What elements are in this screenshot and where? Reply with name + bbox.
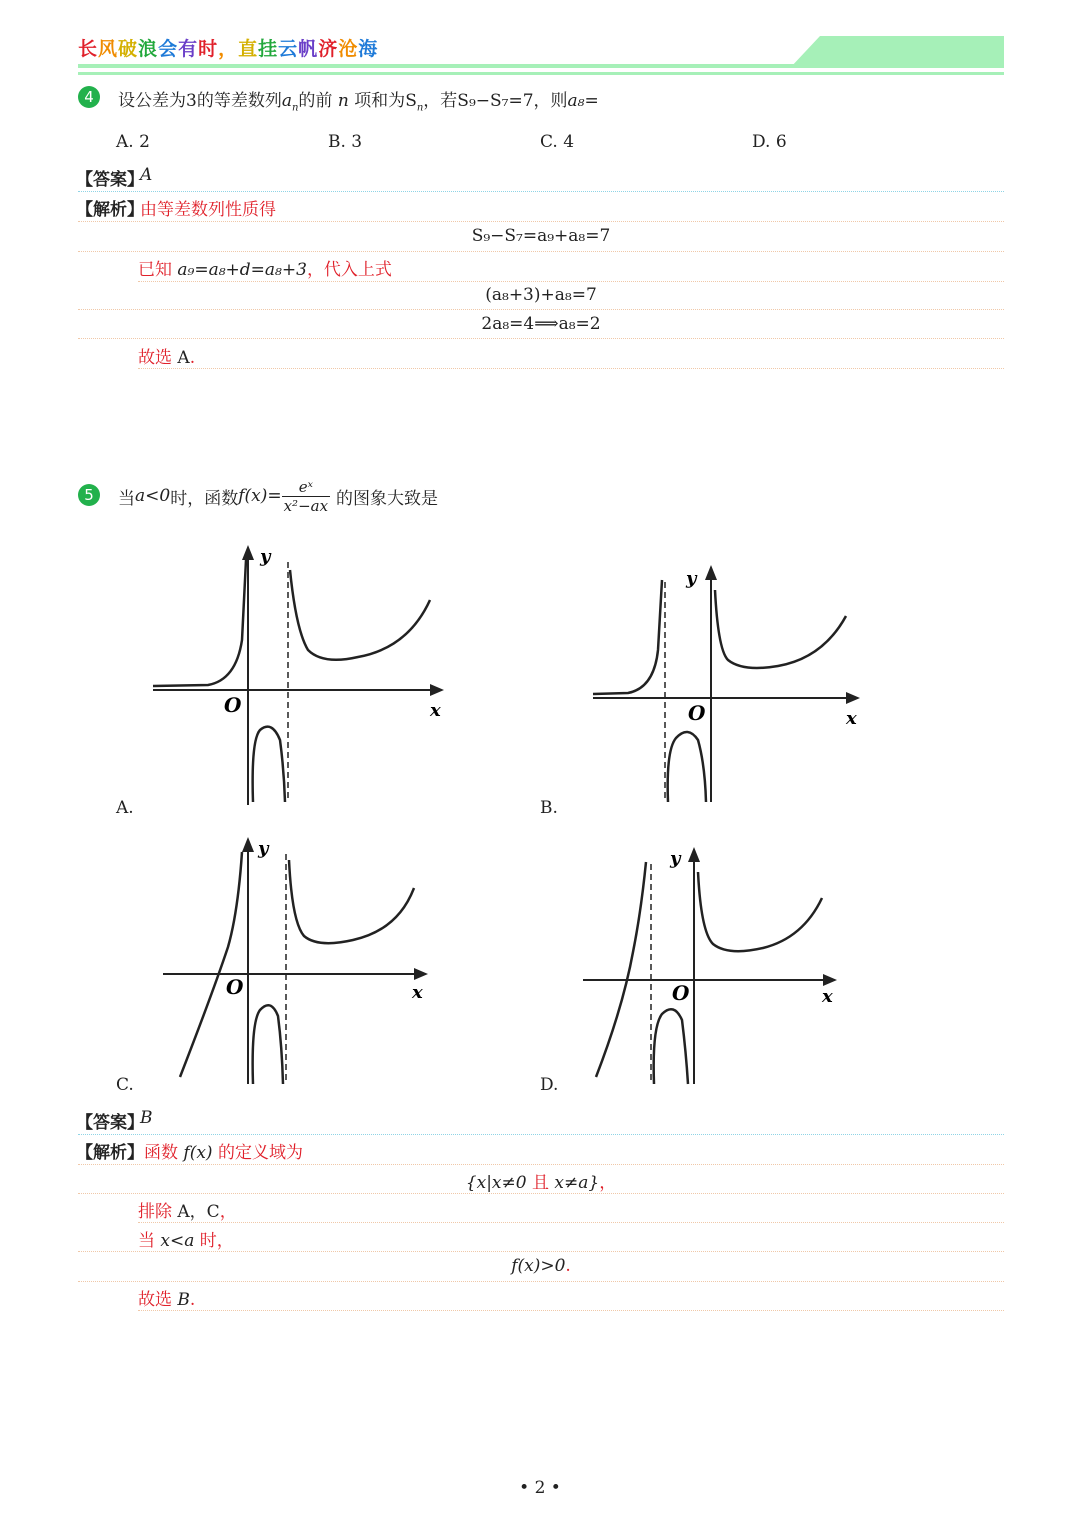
rule <box>138 1310 1004 1311</box>
result-equation: f(x)>0. <box>511 1256 571 1276</box>
graph-caption-a: A. <box>116 798 134 818</box>
answer-value: A <box>140 165 153 185</box>
header-title-char: 沧 <box>338 38 359 60</box>
svg-text:x: x <box>430 700 441 721</box>
rule <box>78 309 1004 310</box>
graph-caption-b: B. <box>540 798 558 818</box>
header-title-char: 直 <box>238 38 259 60</box>
rule <box>78 221 1004 222</box>
header-rule-thin <box>78 72 1004 75</box>
question-number-badge: 4 <box>78 86 100 108</box>
rule <box>138 368 1004 369</box>
svg-text:y: y <box>258 838 269 859</box>
graph-caption-c: C. <box>116 1075 134 1095</box>
svg-text:O: O <box>226 975 244 999</box>
rule <box>138 281 1004 282</box>
equation-1: S₉−S₇=a₉+a₈=7 <box>471 226 611 246</box>
domain-set: {x|x≠0 且 x≠a}， <box>465 1173 617 1193</box>
header-title-char: 风 <box>98 38 119 60</box>
graph-c <box>158 832 438 1090</box>
graph-a <box>148 540 453 810</box>
answer-label: 【答案】 <box>76 1113 144 1133</box>
header-title-char: 挂 <box>258 38 279 60</box>
svg-text:x: x <box>822 986 833 1007</box>
analysis-line-1: 【解析】函数 f(x) 的定义域为 <box>76 1143 303 1163</box>
header-title <box>78 34 378 61</box>
svg-text:x: x <box>846 708 857 729</box>
svg-text:y: y <box>670 848 681 869</box>
exclude-line: 排除 A，C， <box>138 1202 237 1222</box>
page-number: • 2 • <box>519 1478 561 1498</box>
equation-2: (a₈+3)+a₈=7 <box>485 285 597 305</box>
condition-line: 当 x<a 时， <box>138 1231 234 1251</box>
svg-text:O: O <box>688 701 706 725</box>
rule <box>78 1251 1004 1252</box>
header-title-char: 有 <box>178 38 199 60</box>
analysis-label: 【解析】 <box>76 200 144 220</box>
question-number-badge: 5 <box>78 484 100 506</box>
option-c: C. 4 <box>540 132 575 152</box>
graph-b <box>588 560 873 810</box>
question-5-text: 当 a<0 时，函数 f(x)= $\frac{\text{eˣ}}{\text{x²−ax}}$ 的图象大致是 <box>118 477 439 515</box>
analysis-intro: 由等差数列性质得 <box>140 200 276 220</box>
fraction: $\frac{\text{eˣ}}{\text{x²−ax}}$ <box>283 477 329 515</box>
option-a: A. 2 <box>116 132 150 152</box>
graph-d <box>578 842 848 1090</box>
rule <box>78 338 1004 339</box>
header-title-char: 海 <box>358 38 379 60</box>
svg-text:y: y <box>260 546 271 567</box>
rule <box>138 1222 1004 1223</box>
header-title-char: 帆 <box>298 38 319 60</box>
header-title-char: 时 <box>198 38 219 60</box>
option-b: B. 3 <box>328 132 363 152</box>
graph-caption-d: D. <box>540 1075 559 1095</box>
header-rule <box>78 64 1004 68</box>
question-4-text: 设公差为3的等差数列$a_n$的前 n 项和为$S_n$，若S₉−S₇=7，则a₈= <box>118 91 599 114</box>
analysis-line-2: 已知 a₉=a₈+d=a₈+3，代入上式 <box>138 260 392 280</box>
header-title-char: 济 <box>318 38 339 60</box>
header-title-char: 云 <box>278 38 299 60</box>
conclusion: 故选 A. <box>138 348 196 368</box>
header-title-char: 长 <box>78 38 99 60</box>
svg-text:O: O <box>672 981 690 1005</box>
header-title-char: 会 <box>158 38 179 60</box>
option-d: D. 6 <box>752 132 787 152</box>
rule <box>78 1281 1004 1282</box>
header-title-char: 浪 <box>138 38 159 60</box>
rule <box>78 1164 1004 1165</box>
rule <box>78 1193 1004 1194</box>
rule <box>78 251 1004 252</box>
header-title-char: ， <box>218 38 239 60</box>
svg-text:x: x <box>412 982 423 1003</box>
svg-text:O: O <box>224 693 242 717</box>
conclusion: 故选 B. <box>138 1290 196 1310</box>
svg-text:y: y <box>686 568 697 589</box>
answer-value: B <box>140 1108 153 1128</box>
rule <box>78 191 1004 192</box>
equation-3: 2a₈=4⟹a₈=2 <box>481 314 601 334</box>
header-title-char: 破 <box>118 38 139 60</box>
answer-label: 【答案】 <box>76 170 144 190</box>
rule <box>78 1134 1004 1135</box>
